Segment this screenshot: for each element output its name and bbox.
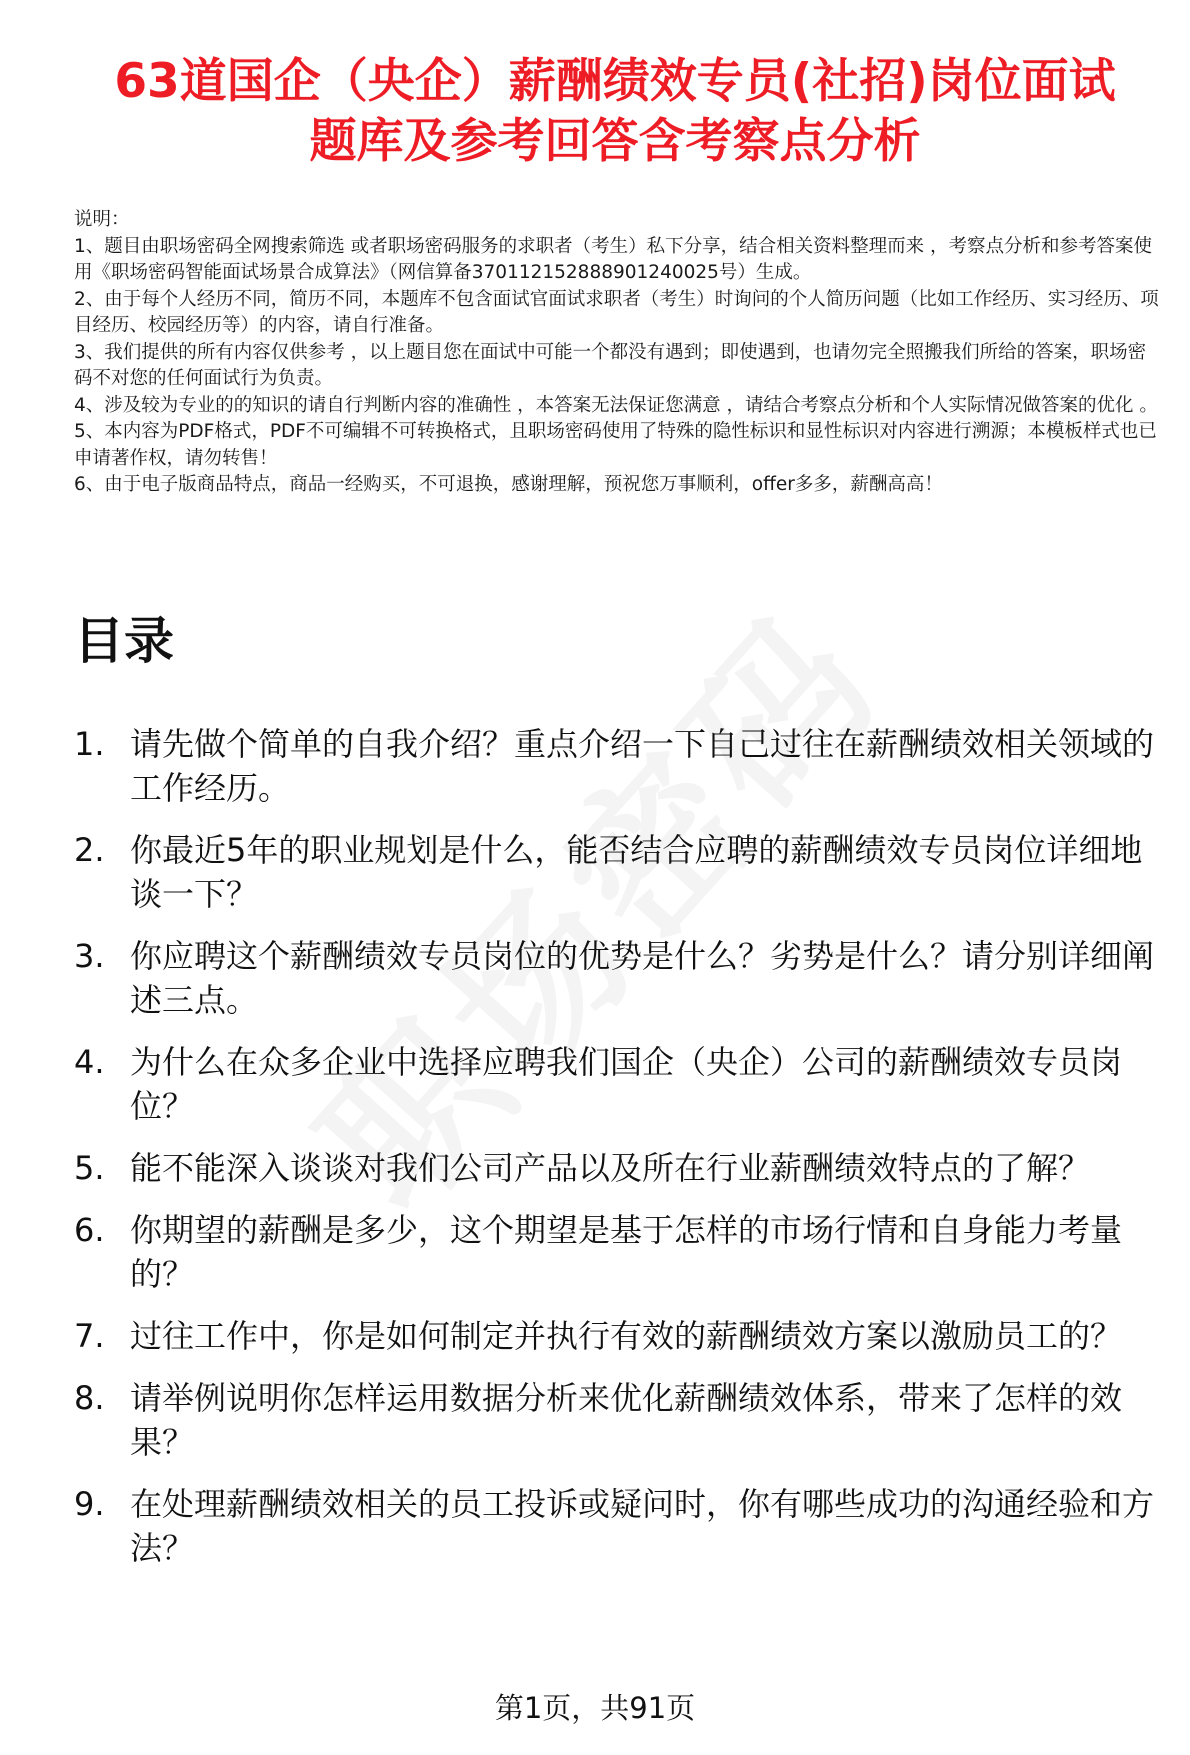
toc-item[interactable] <box>74 1376 1170 1464</box>
notes-section <box>74 207 1164 499</box>
toc-item-number: 8. <box>74 1379 105 1417</box>
toc-heading: 目录 <box>74 612 174 670</box>
toc-item[interactable] <box>74 934 1170 1022</box>
title-line-1: 63道国企（央企）薪酬绩效专员(社招)岗位面试 <box>114 54 1116 109</box>
note-item-4: 4、涉及较为专业的的知识的请自行判断内容的准确性 ，本答案无法保证您满意 ，请结合考察点分析和个人实际情况做答案的优化 。 <box>74 394 1158 416</box>
toc-item-text: 你应聘这个薪酬绩效专员岗位的优势是什么？劣势是什么？请分别详细阐述三点。 <box>130 937 1155 1019</box>
toc-item[interactable] <box>74 828 1170 916</box>
toc-item[interactable] <box>74 1314 1170 1358</box>
toc-item[interactable] <box>74 722 1170 810</box>
toc-item-number: 4. <box>74 1043 105 1081</box>
notes-heading: 说明： <box>74 209 130 230</box>
toc-item-number: 1. <box>74 725 105 763</box>
note-item-6: 6、由于电子版商品特点，商品一经购买，不可退换，感谢理解，预祝您万事顺利，offer多多，薪酬高高！ <box>74 474 943 495</box>
toc-item-text: 为什么在众多企业中选择应聘我们国企（央企）公司的薪酬绩效专员岗位？ <box>130 1043 1123 1125</box>
toc-item-text: 你期望的薪酬是多少，这个期望是基于怎样的市场行情和自身能力考量的？ <box>130 1211 1123 1293</box>
toc-item-number: 2. <box>74 831 105 869</box>
toc-item-text: 在处理薪酬绩效相关的员工投诉或疑问时，你有哪些成功的沟通经验和方法？ <box>130 1485 1155 1567</box>
toc-item-number: 3. <box>74 937 105 975</box>
toc-item-number: 9. <box>74 1485 105 1523</box>
toc-item-text: 能不能深入谈谈对我们公司产品以及所在行业薪酬绩效特点的了解？ <box>130 1149 1091 1187</box>
toc-item[interactable] <box>74 1482 1170 1570</box>
title-line-2: 题库及参考回答含考察点分析 <box>309 114 921 169</box>
document-title <box>60 52 1170 172</box>
toc-item[interactable] <box>74 1146 1170 1190</box>
toc-item-number: 6. <box>74 1211 105 1249</box>
note-item-3: 3、我们提供的所有内容仅供参考 ，以上题目您在面试中可能一个都没有遇到；即使遇到，也请勿完全照搬我们所给的答案，职场密码不对您的任何面试行为负责。 <box>74 341 1147 389</box>
note-item-2: 2、由于每个人经历不同，简历不同，本题库不包含面试官面试求职者（考生）时询问的个人简历问题（比如工作经历、实习经历、项目经历、校园经历等）的内容，请自行准备。 <box>74 288 1159 336</box>
toc-item-number: 5. <box>74 1149 105 1187</box>
toc-item-number: 7. <box>74 1317 105 1355</box>
toc-item-text: 你最近5年的职业规划是什么，能否结合应聘的薪酬绩效专员岗位详细地谈一下？ <box>130 831 1143 913</box>
toc-item[interactable] <box>74 1040 1170 1128</box>
page-footer: 第1页，共91页 <box>494 1691 696 1725</box>
toc-item-text: 请举例说明你怎样运用数据分析来优化薪酬绩效体系，带来了怎样的效果？ <box>130 1379 1123 1461</box>
toc-list <box>74 722 1170 1588</box>
toc-item[interactable] <box>74 1208 1170 1296</box>
toc-item-text: 过往工作中，你是如何制定并执行有效的薪酬绩效方案以激励员工的？ <box>130 1317 1123 1355</box>
note-item-1: 1、题目由职场密码全网搜索筛选 或者职场密码服务的求职者（考生）私下分享，结合相关资料整理而来 ，考察点分析和参考答案使用《职场密码智能面试场景合成算法》（网信算备370112152888901240025号）生成。 <box>74 235 1153 283</box>
note-item-5: 5、本内容为PDF格式，PDF不可编辑不可转换格式，且职场密码使用了特殊的隐性标识和显性标识对内容进行溯源；本模板样式也已申请著作权，请勿转售！ <box>74 421 1157 469</box>
toc-item-text: 请先做个简单的自我介绍？重点介绍一下自己过往在薪酬绩效相关领域的工作经历。 <box>130 725 1155 807</box>
